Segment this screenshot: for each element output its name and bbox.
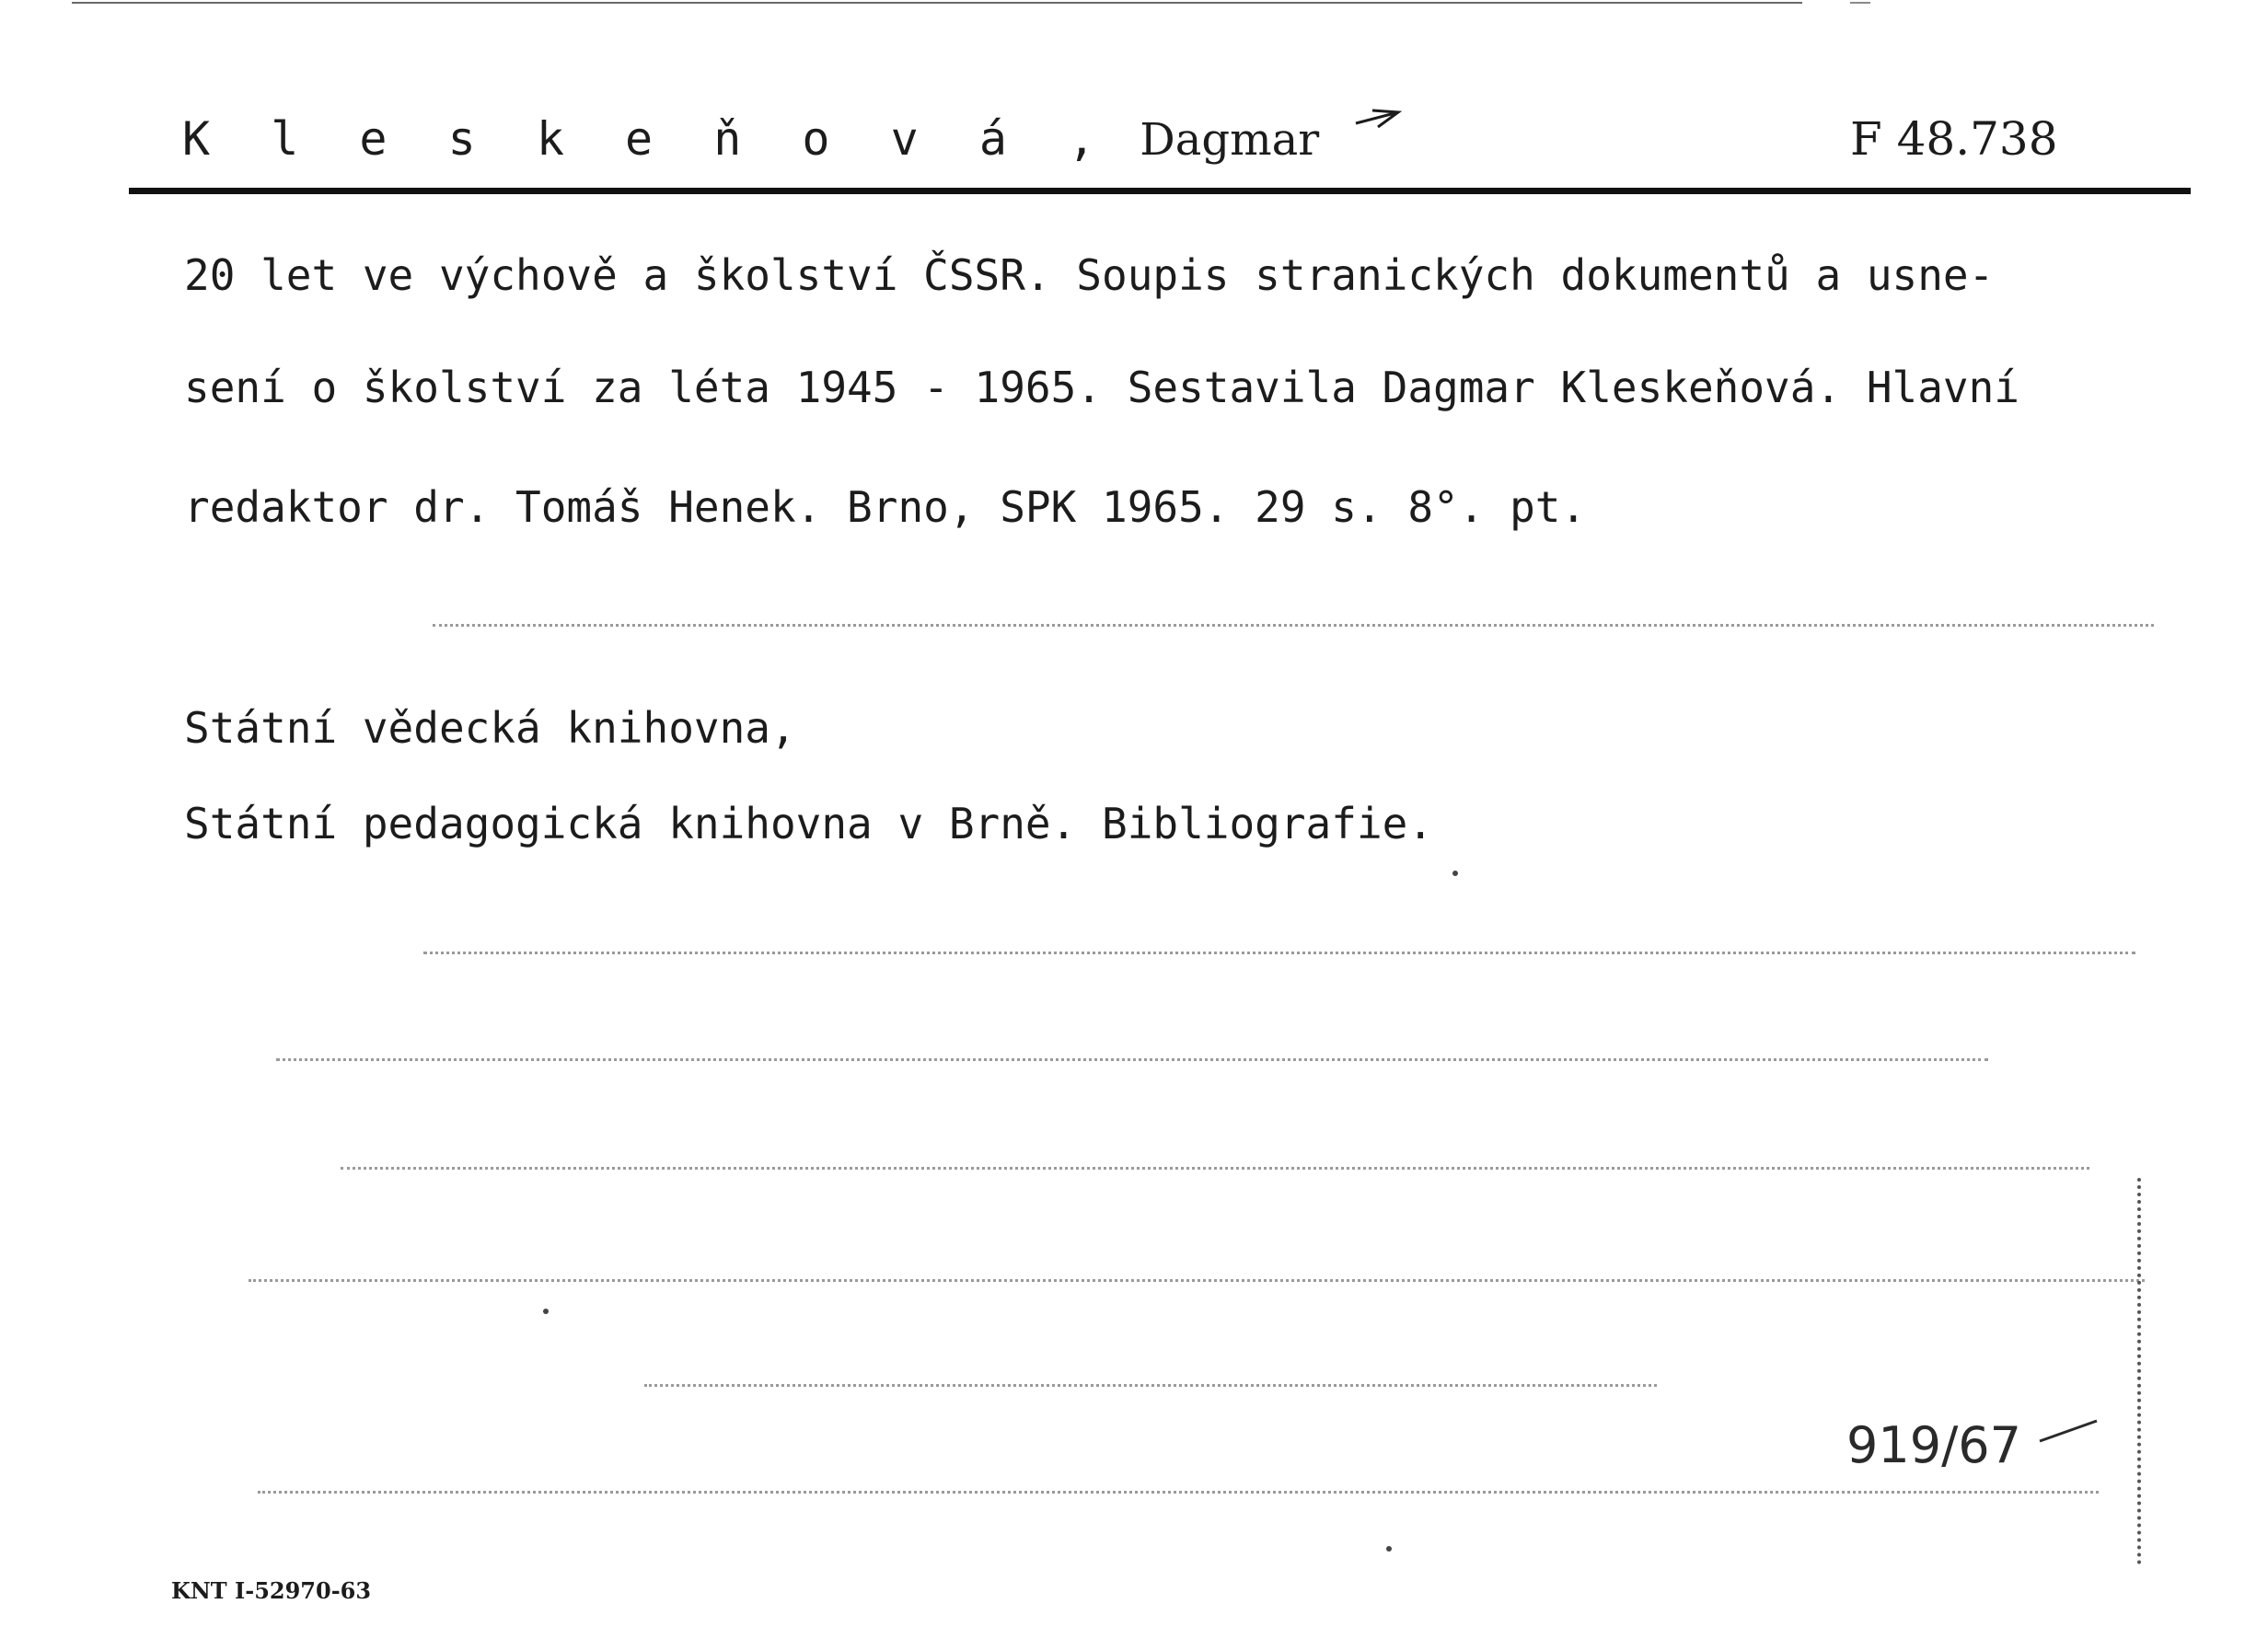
margin-dot <box>1452 871 1458 876</box>
margin-dot <box>1386 1546 1392 1552</box>
author-surname: K l e s k e ň o v á , <box>182 112 1113 166</box>
margin-dot <box>543 1309 549 1314</box>
shelfmark: F 48.738 <box>1850 112 2058 166</box>
heading-underline <box>129 188 2191 194</box>
printer-code: KNT I-52970-63 <box>171 1577 372 1604</box>
ruled-line <box>423 952 2135 954</box>
card-edge-marks <box>2137 1178 2141 1564</box>
author-heading <box>182 107 1404 172</box>
card-top-edge <box>72 2 1802 4</box>
ruled-line <box>433 624 2154 627</box>
description-line-1: 20 let ve výchově a školství ČSSR. Soupis stranických dokumentů a usne- <box>184 250 1995 300</box>
ruled-line <box>644 1384 1657 1387</box>
card-top-edge-tick <box>1850 2 1870 4</box>
author-given-name: Dagmar <box>1140 114 1320 166</box>
ruled-line <box>249 1279 2145 1282</box>
proofreading-arrow-mark <box>1352 107 1404 134</box>
ruled-line <box>258 1491 2099 1494</box>
institution-line-2: Státní pedagogická knihovna v Brně. Bibliografie. <box>184 799 1434 848</box>
ruled-line <box>276 1058 1988 1061</box>
description-line-2: sení o školství za léta 1945 - 1965. Sestavila Dagmar Kleskeňová. Hlavní <box>184 363 2019 412</box>
institution-line-1: Státní vědecká knihovna, <box>184 703 796 753</box>
ruled-line <box>341 1167 2089 1170</box>
pencil-stroke-mark <box>2036 1417 2100 1445</box>
accession-number: 919/67 <box>1846 1416 2021 1474</box>
description-line-3: redaktor dr. Tomáš Henek. Brno, SPK 1965. 29 s. 8°. pt. <box>184 482 1587 532</box>
